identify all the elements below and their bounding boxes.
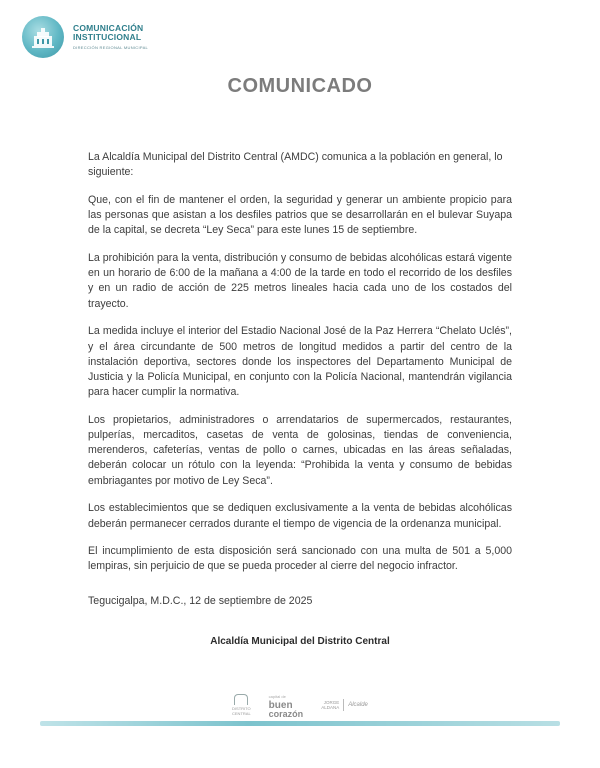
arch-icon <box>234 694 248 705</box>
buen-corazon-logo <box>269 692 304 719</box>
footer-logos <box>232 692 368 718</box>
paragraph-penalty: El incumplimiento de esta disposición será sancionado con una multa de 501 a 5,000 lempiras, sin perjuicio de que se pueda proceder al cierre del negocio infractor. <box>88 545 512 573</box>
distrito-central-logo <box>232 694 251 716</box>
org-subtitle: DIRECCIÓN REGIONAL MUNICIPAL <box>73 45 149 50</box>
logo1-text: DISTRITO CENTRAL <box>232 706 251 716</box>
org-block <box>73 24 148 50</box>
date-line: Tegucigalpa, M.D.C., 12 de septiembre de 2025 <box>88 595 313 607</box>
logo3-divider <box>343 699 344 711</box>
page-title: COMUNICADO <box>227 75 373 97</box>
logo2-line1: buen <box>268 699 293 711</box>
logo3-role: Alcalde <box>348 702 368 708</box>
logo2-line2: corazón <box>268 708 304 719</box>
city-hall-icon <box>22 16 64 58</box>
org-name: COMUNICACIÓN INSTITUCIONAL <box>73 23 144 42</box>
city-hall-icon-graphic <box>28 22 58 52</box>
logo3-name: JORGE ALDANA <box>321 700 340 710</box>
signature: Alcaldía Municipal del Distrito Central <box>210 636 390 647</box>
paragraph-ley-seca: Que, con el fin de mantener el orden, la seguridad y generar un ambiente propicio para las personas que asistan a los desfiles patrios que se desarrollarán en el bulevar Suyapa de la capital, se decreta “Ley Seca” para este lunes 15 de septiembre. <box>88 193 512 237</box>
header <box>22 16 148 58</box>
paragraph-closures: Los establecimientos que se dediquen exclusivamente a la venta de bebidas alcohólicas deberán permanecer cerrados durante el tiempo de vigencia de la ordenanza municipal. <box>88 502 512 530</box>
paragraph-stadium: La medida incluye el interior del Estadio Nacional José de la Paz Herrera “Chelato Uclés”, y el área circundante de 500 metros de longitud medidos a partir del centro de la instalación deportiva, sectores donde los inspectores del Departamento Municipal de Justicia y la Policía Municipal, en conjunto con la Policía Nacional, mantendrán vigilancia para hacer cumplir la normativa. <box>88 325 512 399</box>
logo2-small: capital de <box>268 693 286 699</box>
communique-body <box>88 150 512 587</box>
paragraph-intro: La Alcaldía Municipal del Distrito Central (AMDC) comunica a la población en general, lo siguiente: <box>88 151 503 179</box>
paragraph-schedule: La prohibición para la venta, distribución y consumo de bebidas alcohólicas estará vigente en un horario de 6:00 de la mañana a 4:00 de la tarde en todo el recorrido de los desfiles y en un radio de acción de 225 metros lineales hacia cada uno de los costados del trayecto. <box>88 252 512 310</box>
paragraph-businesses: Los propietarios, administradores o arrendatarios de supermercados, restaurantes, pulperías, mercaditos, casetas de venta de golosinas, tiendas de conveniencia, merenderos, cafeterías, ventas de pollo o carnes, ubicadas en las áreas señaladas, deberán colocar un rótulo con la leyenda: “Prohibida la venta y consumo de bebidas embriagantes por motivo de Ley Seca”. <box>88 413 512 487</box>
mayor-logo <box>321 699 368 711</box>
footer-bar <box>40 721 560 726</box>
